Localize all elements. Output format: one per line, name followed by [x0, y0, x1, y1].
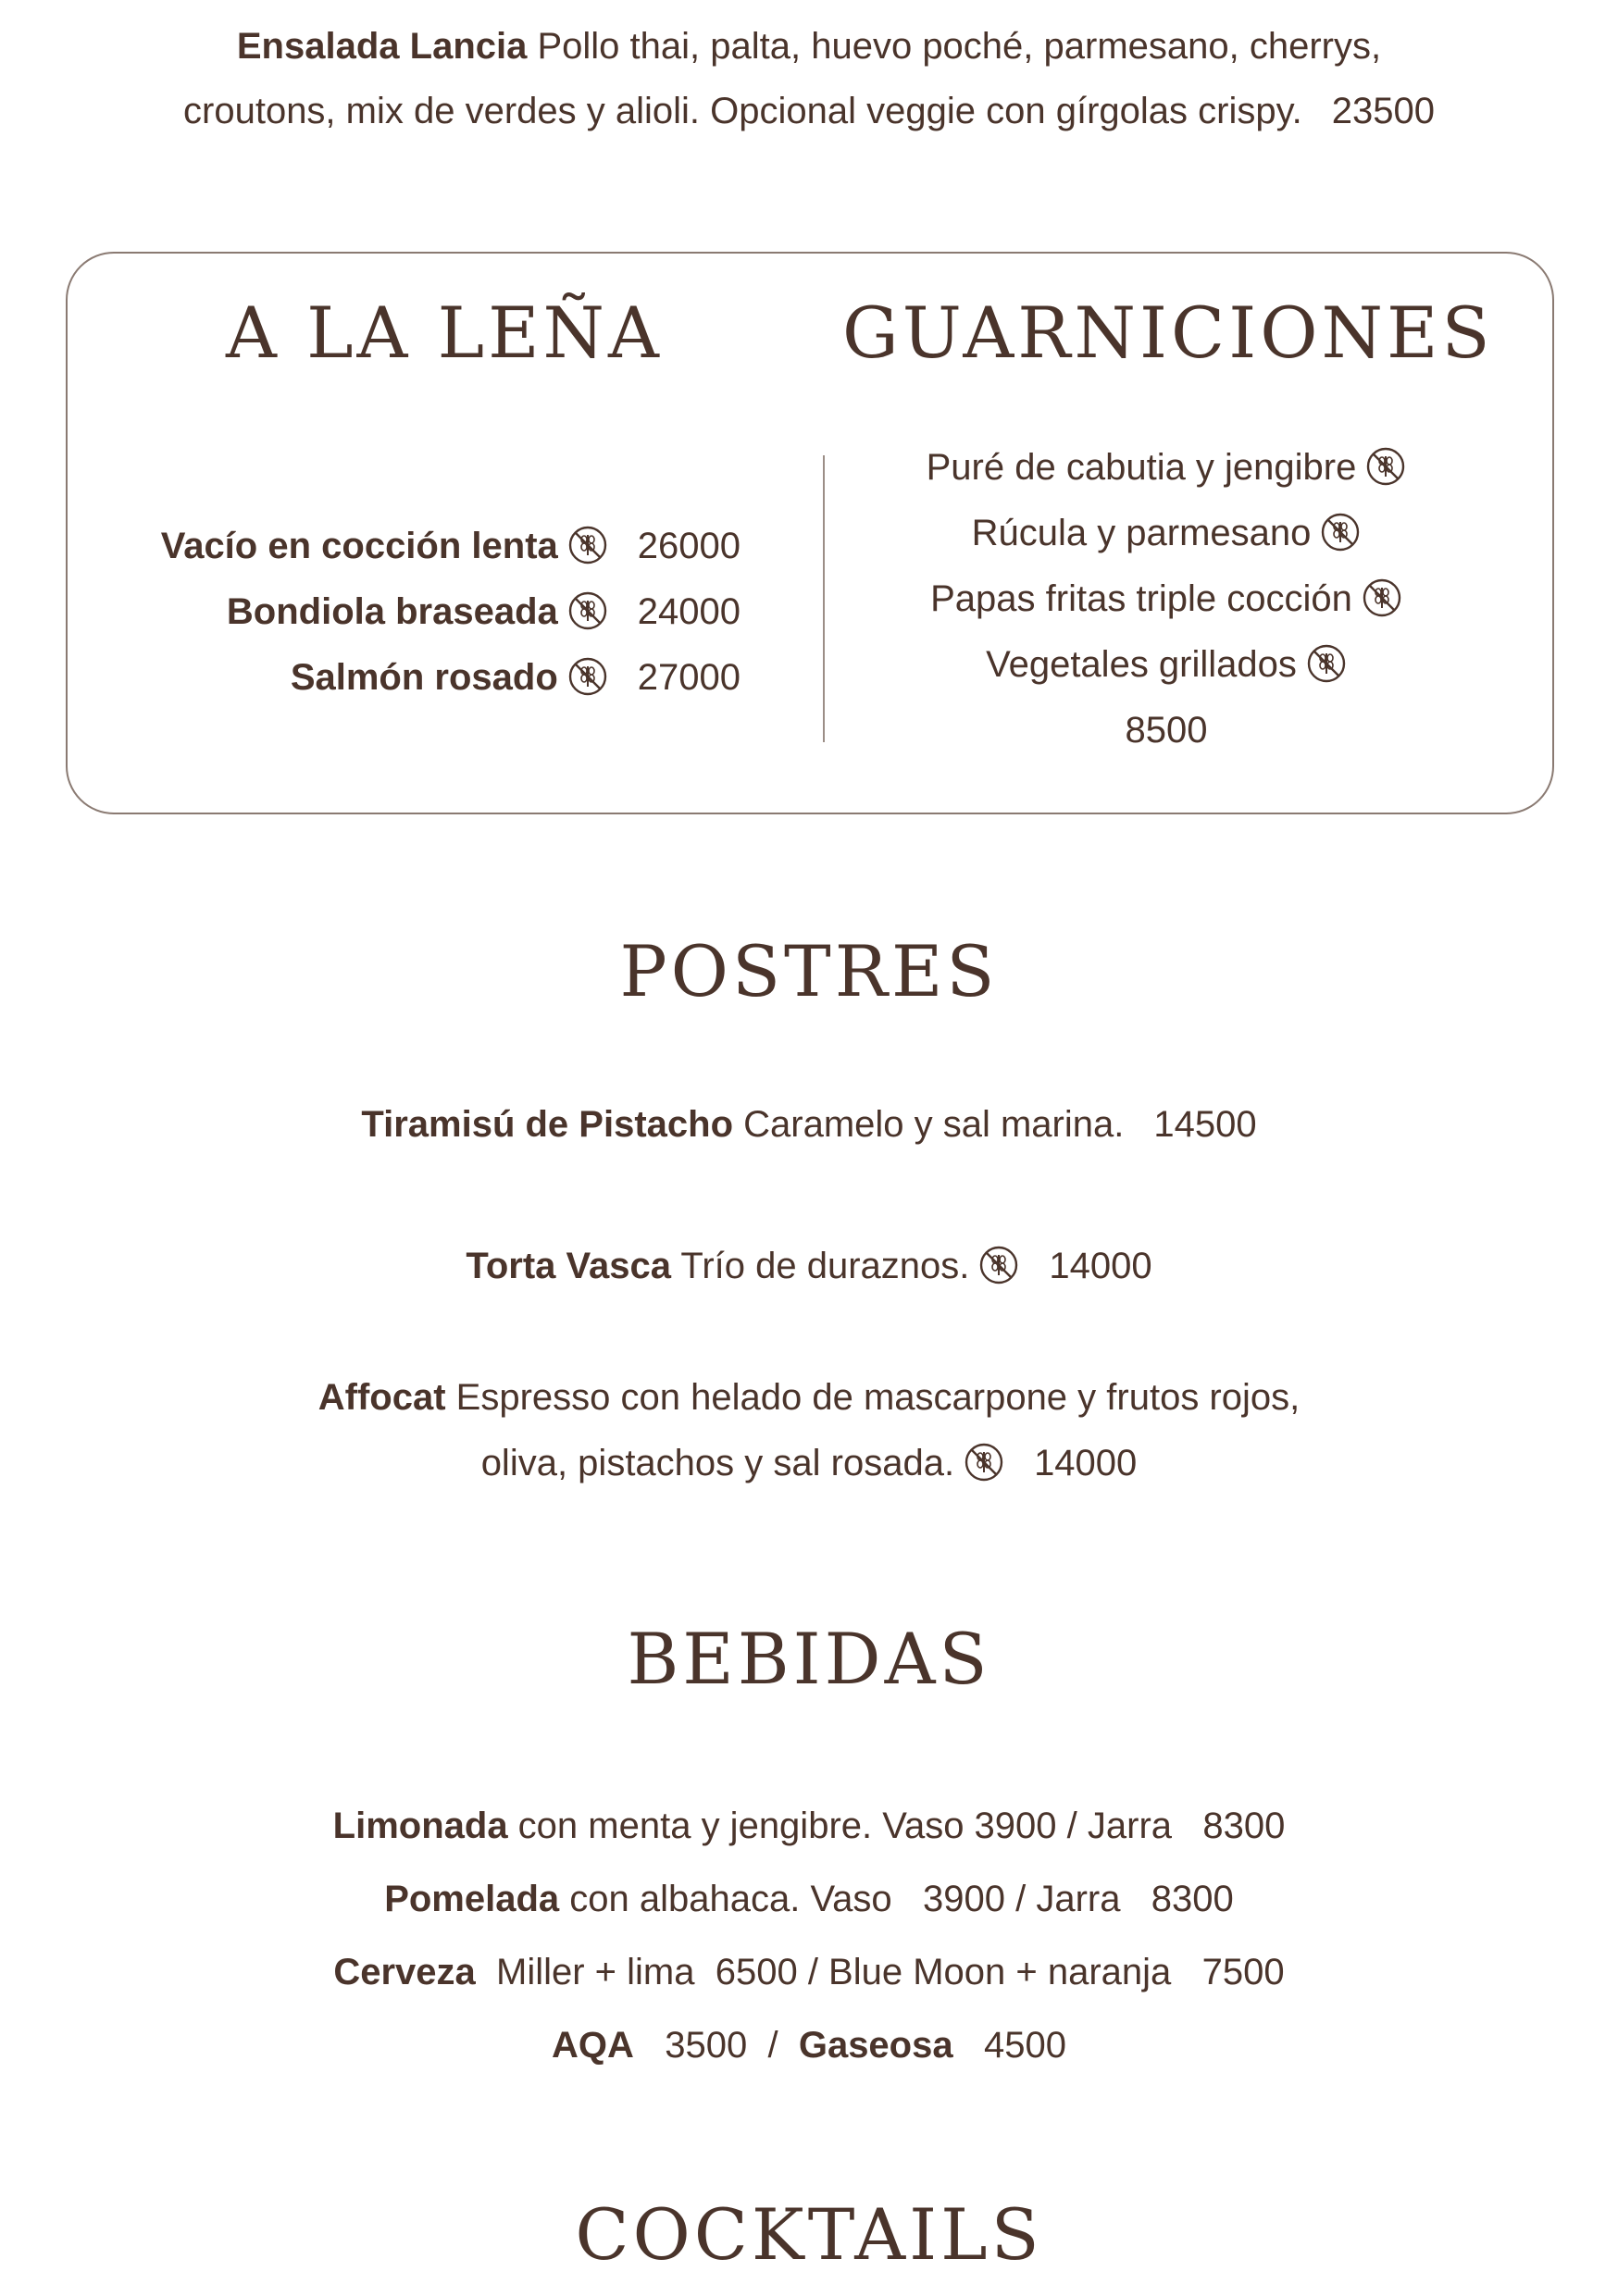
item-description: con albahaca. Vaso 3900 / Jarra 8300 — [559, 1879, 1234, 1919]
gluten-free-icon — [978, 1245, 1019, 1285]
item-description: con menta y jengibre. Vaso 3900 / Jarra 8300 — [507, 1806, 1286, 1846]
item-price: 27000 — [637, 657, 741, 698]
side-item-pure — [842, 435, 1490, 500]
item-name: Tiramisú de Pistacho — [361, 1104, 733, 1145]
item-price: 14500 — [1153, 1104, 1257, 1145]
section-title-a-la-lena: A LA LEÑA — [226, 292, 663, 374]
item-name: Torta Vasca — [466, 1246, 671, 1286]
item-price: 14000 — [1049, 1246, 1152, 1286]
drink-aqa-gaseosa — [0, 2013, 1618, 2078]
column-divider — [823, 455, 825, 742]
menu-item-ensalada-lancia-cont — [0, 79, 1618, 143]
drink-limonada — [0, 1793, 1618, 1858]
item-name: Puré de cabutia y jengibre — [926, 447, 1357, 488]
gluten-free-icon — [1365, 446, 1406, 487]
menu-item-salmon — [93, 645, 741, 710]
item-description: Trío de duraznos. — [670, 1246, 970, 1286]
item-name: Salmón rosado — [290, 657, 558, 698]
item-name: Vacío en cocción lenta — [160, 526, 558, 566]
item-name: Rúcula y parmesano — [971, 513, 1312, 553]
item-name: AQA — [552, 2025, 634, 2066]
menu-item-tiramisu — [0, 1092, 1618, 1157]
item-description: Miller + lima 6500 / Blue Moon + naranja 7500 — [475, 1952, 1285, 1992]
gluten-free-icon — [1320, 512, 1361, 552]
item-description: oliva, pistachos y sal rosada. — [480, 1443, 955, 1483]
gluten-free-icon — [1362, 577, 1402, 618]
item-description: Caramelo y sal marina. — [733, 1104, 1125, 1145]
gluten-free-icon — [567, 590, 608, 631]
item-name: Affocat — [317, 1377, 446, 1418]
menu-item-bondiola — [93, 579, 741, 644]
item-description: 3500 / — [633, 2025, 799, 2066]
side-item-papas — [842, 566, 1490, 631]
section-title-guarniciones: GUARNICIONES — [842, 292, 1494, 374]
section-title-postres: POSTRES — [619, 930, 999, 1012]
side-item-vegetales — [842, 632, 1490, 697]
section-title-bebidas: BEBIDAS — [627, 1618, 991, 1700]
item-name: Ensalada Lancia — [236, 26, 528, 67]
item-name: Papas fritas triple cocción — [930, 578, 1352, 619]
item-name: Pomelada — [384, 1879, 560, 1919]
item-name: Gaseosa — [798, 2025, 953, 2066]
item-price: 14000 — [1034, 1443, 1138, 1483]
item-description: Pollo thai, palta, huevo poché, parmesano, cherrys, — [527, 26, 1382, 67]
menu-item-torta-vasca — [0, 1234, 1618, 1298]
item-description: Espresso con helado de mascarpone y frutos rojos, — [445, 1377, 1301, 1418]
drink-pomelada — [0, 1867, 1618, 1931]
drink-cerveza — [0, 1940, 1618, 2004]
gluten-free-icon — [964, 1442, 1004, 1483]
item-description: croutons, mix de verdes y alioli. Opcional veggie con gírgolas crispy. — [183, 91, 1302, 131]
menu-item-affocat-cont — [0, 1431, 1618, 1496]
gluten-free-icon — [1306, 643, 1347, 684]
menu-item-ensalada-lancia — [0, 14, 1618, 79]
item-name: Limonada — [332, 1806, 508, 1846]
section-title-cocktails: COCKTAILS — [575, 2193, 1043, 2276]
item-price: 24000 — [637, 591, 741, 632]
gluten-free-icon — [567, 525, 608, 565]
item-name: Vegetales grillados — [986, 644, 1297, 685]
side-item-rucula — [842, 501, 1490, 565]
item-name: Bondiola braseada — [226, 591, 558, 632]
menu-item-affocat — [0, 1365, 1618, 1430]
gluten-free-icon — [567, 656, 608, 697]
sides-price: 8500 — [1125, 710, 1208, 751]
item-description: 4500 — [952, 2025, 1066, 2066]
item-price: 26000 — [637, 526, 741, 566]
item-name: Cerveza — [333, 1952, 476, 1992]
item-price: 23500 — [1331, 91, 1435, 131]
menu-item-vacio — [93, 514, 741, 578]
